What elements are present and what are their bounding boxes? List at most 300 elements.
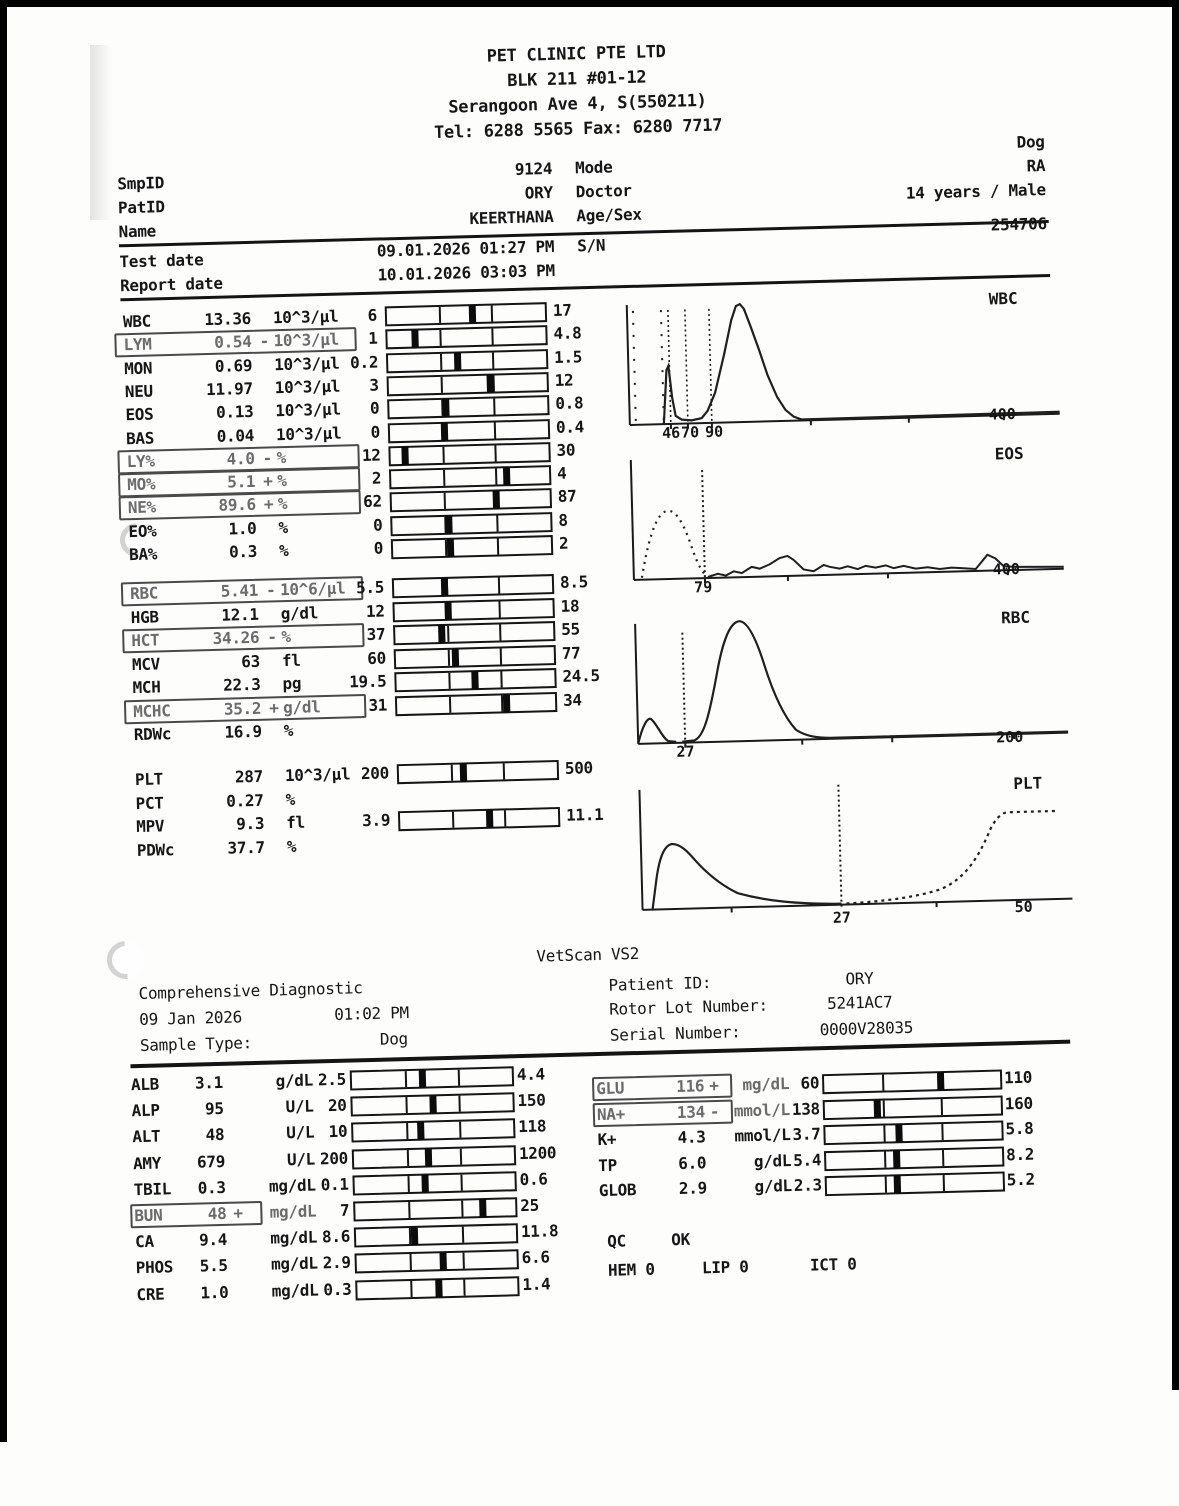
- lab-param-row: [134, 1195, 564, 1226]
- range-divider: [407, 1150, 409, 1166]
- range-low-label: 6: [317, 306, 378, 328]
- param-value: 0.3: [130, 1178, 225, 1200]
- chemistry-right-table: [596, 1068, 1029, 1214]
- serial-number-label: Serial Number:: [610, 1022, 741, 1045]
- reference-range-bar: [385, 302, 547, 326]
- reference-range-bar: [398, 807, 560, 831]
- param-name: NA+: [597, 1104, 626, 1125]
- range-low-label: 12: [320, 445, 381, 467]
- range-low-label: 8.6: [290, 1227, 351, 1249]
- range-high-label: 87: [557, 487, 576, 507]
- range-divider: [439, 330, 441, 346]
- param-value: 0.69: [157, 355, 252, 377]
- param-unit: g/dl: [283, 697, 321, 718]
- range-divider: [458, 1096, 460, 1112]
- param-unit: U/L: [229, 1123, 314, 1145]
- param-flag: -: [267, 627, 277, 647]
- range-high-label: 1.5: [554, 347, 583, 368]
- range-divider: [439, 307, 441, 323]
- reference-range-bar: [350, 1092, 514, 1116]
- range-high-label: 34: [563, 690, 582, 710]
- reference-range-bar: [385, 325, 547, 349]
- range-low-label: 60: [326, 648, 387, 670]
- param-unit: 10^3/µl: [273, 307, 339, 329]
- range-low-label: 31: [327, 695, 388, 717]
- range-divider: [461, 1227, 463, 1243]
- param-name: GLOB: [599, 1180, 637, 1201]
- param-unit: %: [278, 518, 288, 538]
- param-name: K+: [597, 1130, 616, 1150]
- param-value: 0.13: [158, 402, 253, 424]
- param-value: 37.7: [170, 837, 265, 859]
- histogram-plt: [633, 770, 1079, 924]
- reference-range-bar: [390, 488, 552, 512]
- rotor-lot-label: Rotor Lot Number:: [609, 996, 768, 1020]
- value-marker: [445, 515, 452, 533]
- range-low-label: 1: [317, 329, 378, 351]
- patient-id-label: Patient ID:: [608, 973, 711, 996]
- param-unit: fl: [282, 650, 301, 670]
- value-marker: [411, 1227, 418, 1245]
- param-name: MCH: [132, 677, 161, 698]
- param-flag: +: [233, 1203, 243, 1223]
- range-divider: [405, 1097, 407, 1113]
- value-marker: [937, 1072, 944, 1090]
- value-marker: [441, 422, 448, 440]
- reference-range-bar: [822, 1069, 1002, 1094]
- range-high-label: 18: [560, 596, 579, 616]
- vetscan-time: 01:02 PM: [334, 1003, 409, 1025]
- range-low-label: 5.5: [324, 577, 385, 599]
- param-value: 48: [131, 1204, 226, 1226]
- range-low-label: 2.9: [290, 1253, 351, 1275]
- lab-param-row: [599, 1170, 1029, 1201]
- range-divider: [459, 1148, 461, 1164]
- range-high-label: 0.6: [519, 1169, 548, 1190]
- param-flag: +: [709, 1076, 719, 1096]
- param-value: 13.36: [156, 309, 251, 331]
- smpid-value: 9124: [332, 159, 552, 185]
- range-divider: [494, 422, 496, 438]
- param-unit: g/dL: [706, 1151, 791, 1173]
- clinic-address-2: Serangoon Ave 4, S(550211): [327, 88, 827, 121]
- param-name: MCV: [132, 654, 161, 675]
- reference-range-bar: [354, 1250, 518, 1274]
- param-value: 34.26: [164, 628, 259, 650]
- param-value: 11.97: [158, 379, 253, 401]
- value-marker: [429, 1095, 436, 1113]
- scan-edge-right: [1172, 0, 1179, 1390]
- param-name: RBC: [130, 583, 159, 604]
- range-low-label: 62: [322, 492, 383, 514]
- param-name: MO%: [127, 475, 156, 496]
- range-divider: [443, 447, 445, 463]
- qc-label: QC: [607, 1231, 626, 1251]
- range-low-label: 0: [319, 399, 380, 421]
- range-high-label: 5.8: [1005, 1119, 1034, 1140]
- range-divider: [493, 399, 495, 415]
- param-flag: -: [266, 580, 276, 600]
- param-name: MON: [124, 358, 153, 379]
- range-high-label: 77: [562, 643, 581, 663]
- rotor-lot-value: 5241AC7: [827, 992, 893, 1014]
- param-name: WBC: [123, 312, 152, 333]
- param-value: 6.0: [611, 1153, 706, 1175]
- range-high-label: 24.5: [562, 666, 600, 687]
- param-name: LY%: [126, 451, 155, 472]
- range-divider: [448, 649, 450, 665]
- range-divider: [495, 469, 497, 485]
- reference-range-bar: [824, 1146, 1004, 1171]
- smpid-label: SmpID: [117, 173, 164, 194]
- value-marker: [503, 467, 510, 485]
- range-high-label: 55: [561, 619, 580, 639]
- value-marker: [438, 625, 445, 643]
- param-value: 2.9: [612, 1179, 707, 1201]
- chemistry-left-table: [131, 1064, 567, 1315]
- rbc-indices-table: [130, 572, 614, 750]
- range-high-label: 0.4: [556, 417, 585, 438]
- param-unit: %: [285, 789, 295, 809]
- param-name: BUN: [134, 1206, 163, 1227]
- param-name: TBIL: [133, 1179, 171, 1200]
- value-marker: [435, 1279, 442, 1297]
- value-marker: [503, 694, 510, 712]
- range-divider: [941, 1099, 943, 1115]
- range-high-label: 8.2: [1006, 1144, 1035, 1165]
- reference-range-bar: [395, 692, 557, 716]
- patient-name-label: Name: [118, 221, 156, 242]
- eos-tick-400: 400: [993, 560, 1021, 579]
- lab-param-row: [131, 1064, 561, 1095]
- reference-range-bar: [354, 1223, 518, 1247]
- param-value: 0.27: [168, 790, 263, 812]
- histogram-title: WBC: [988, 289, 1017, 309]
- sn-value: 254706: [917, 214, 1047, 237]
- reference-range-bar: [387, 372, 549, 396]
- agesex-value: 14 years / Male: [846, 180, 1046, 205]
- vetscan-title: VetScan VS2: [448, 942, 728, 969]
- platelet-table: [135, 758, 617, 866]
- param-name: ALB: [131, 1075, 160, 1096]
- range-divider: [441, 377, 443, 393]
- lab-param-row: [136, 1274, 566, 1305]
- param-name: LYM: [123, 335, 152, 356]
- histogram-eos: [625, 441, 1071, 595]
- range-high-label: 150: [517, 1091, 546, 1112]
- cbc-differential-table: [123, 300, 610, 574]
- param-value: 287: [168, 767, 263, 789]
- range-high-label: 118: [518, 1117, 547, 1138]
- param-unit: mg/dL: [233, 1280, 318, 1302]
- range-high-label: 17: [553, 300, 572, 320]
- param-value: 116: [609, 1076, 704, 1098]
- param-flag: +: [264, 495, 274, 515]
- param-value: 16.9: [167, 722, 262, 744]
- plt-histogram-plot: [633, 770, 1079, 930]
- value-marker: [493, 491, 500, 509]
- param-value: 4.3: [610, 1127, 705, 1149]
- param-unit: pg: [282, 674, 301, 694]
- histogram-title: RBC: [1001, 608, 1030, 628]
- plt-tick-27: 27: [833, 908, 852, 926]
- sample-type-label: Sample Type:: [140, 1033, 252, 1056]
- param-unit: %: [277, 471, 287, 491]
- range-high-label: 8: [558, 510, 568, 530]
- range-divider: [457, 1070, 459, 1086]
- value-marker: [487, 374, 494, 392]
- param-unit: mg/dL: [233, 1254, 318, 1276]
- range-high-label: 1200: [519, 1143, 557, 1164]
- patid-label: PatID: [118, 197, 165, 218]
- param-unit: mg/dL: [232, 1228, 317, 1250]
- reference-range-bar: [823, 1095, 1003, 1120]
- value-marker: [417, 1122, 424, 1140]
- param-value: 4.0: [159, 449, 254, 471]
- range-high-label: 2: [559, 534, 569, 554]
- param-name: PCT: [135, 793, 164, 814]
- param-value: 48: [129, 1125, 224, 1147]
- range-low-label: 2.5: [286, 1070, 347, 1092]
- param-unit: 10^3/µl: [275, 400, 341, 422]
- reference-range-bar: [394, 645, 556, 669]
- range-high-label: 4.8: [553, 324, 582, 345]
- range-divider: [492, 352, 494, 368]
- value-marker: [444, 601, 451, 619]
- range-high-label: 0.8: [555, 393, 584, 414]
- doctor-label: Doctor: [576, 181, 633, 202]
- range-divider: [500, 648, 502, 664]
- param-unit: %: [276, 448, 286, 468]
- param-value: 679: [130, 1151, 225, 1173]
- value-marker: [401, 447, 408, 465]
- param-unit: U/L: [228, 1097, 313, 1119]
- param-unit: g/dL: [707, 1176, 792, 1198]
- param-unit: mg/dL: [231, 1201, 316, 1223]
- range-divider: [941, 1124, 943, 1140]
- range-divider: [449, 696, 451, 712]
- range-divider: [492, 329, 494, 345]
- reference-range-bar: [386, 349, 548, 373]
- reference-range-bar: [394, 668, 556, 692]
- wbc-tick-400: 400: [988, 405, 1016, 424]
- range-high-label: 12: [554, 370, 573, 390]
- range-divider: [882, 1075, 884, 1091]
- range-high-label: 8.5: [560, 572, 589, 593]
- range-divider: [499, 601, 501, 617]
- reference-range-bar: [387, 395, 549, 419]
- param-flag: +: [269, 698, 279, 718]
- range-low-label: 10: [287, 1122, 348, 1144]
- reference-range-bar: [389, 465, 551, 489]
- histogram-title: EOS: [995, 444, 1024, 464]
- param-flag: -: [259, 332, 269, 352]
- wbc-tick-70: 70: [681, 423, 700, 441]
- param-unit: 10^3/µl: [285, 764, 351, 786]
- param-name: RDWc: [134, 724, 172, 745]
- range-low-label: 0: [323, 539, 384, 561]
- param-value: 9.4: [132, 1230, 227, 1252]
- patient-name-value: KEERTHANA: [333, 207, 553, 233]
- range-high-label: 6.6: [521, 1248, 550, 1269]
- serial-number-value: 0000V28035: [820, 1018, 914, 1040]
- agesex-label: Age/Sex: [576, 205, 642, 227]
- lab-param-row: [132, 1116, 562, 1147]
- qc-ict: ICT 0: [810, 1254, 857, 1275]
- param-unit: %: [284, 721, 294, 741]
- range-divider: [503, 763, 505, 779]
- param-unit: %: [278, 494, 288, 514]
- param-name: PLT: [135, 769, 164, 790]
- reference-range-bar: [350, 1066, 514, 1090]
- qc-value: OK: [671, 1230, 690, 1250]
- patient-id-value: ORY: [783, 969, 873, 991]
- value-marker: [471, 671, 478, 689]
- param-name: MCHC: [133, 701, 171, 722]
- range-divider: [451, 765, 453, 781]
- reference-range-bar: [390, 512, 552, 536]
- range-divider: [443, 470, 445, 486]
- param-value: 22.3: [165, 675, 260, 697]
- param-name: EO%: [128, 521, 157, 542]
- range-high-label: 500: [565, 758, 594, 779]
- reference-range-bar: [355, 1276, 519, 1300]
- param-value: 95: [128, 1099, 223, 1121]
- param-unit: 10^3/µl: [276, 423, 342, 445]
- range-divider: [408, 1202, 410, 1218]
- testdate-label: Test date: [119, 250, 203, 272]
- range-low-label: 5.4: [761, 1150, 822, 1172]
- range-divider: [501, 671, 503, 687]
- range-high-label: 25: [520, 1196, 539, 1216]
- reportdate-label: Report date: [120, 274, 223, 297]
- reference-range-bar: [388, 419, 550, 443]
- param-value: 89.6: [161, 495, 256, 517]
- range-high-label: 11.1: [566, 805, 604, 826]
- range-divider: [883, 1100, 885, 1116]
- value-marker: [454, 352, 461, 370]
- param-value: 5.41: [163, 581, 258, 603]
- range-low-label: 0.1: [288, 1174, 349, 1196]
- clinic-phone: Tel: 6288 5565 Fax: 6280 7717: [328, 113, 828, 146]
- range-high-label: 160: [1005, 1093, 1034, 1114]
- range-divider: [885, 1177, 887, 1193]
- range-high-label: 30: [556, 440, 575, 460]
- testdate-value: 09.01.2026 01:27 PM: [334, 237, 554, 263]
- reference-range-bar: [353, 1197, 517, 1221]
- histogram-wbc: [621, 286, 1067, 440]
- lab-param-row: [131, 1090, 561, 1121]
- range-divider: [495, 445, 497, 461]
- param-unit: fl: [286, 813, 305, 833]
- param-value: 0.54: [156, 332, 251, 354]
- divider-rule: [130, 1040, 1070, 1069]
- param-name: PDWc: [137, 840, 175, 861]
- vetscan-date: 09 Jan 2026: [139, 1007, 242, 1030]
- value-marker: [486, 810, 493, 828]
- range-low-label: 0: [322, 515, 383, 537]
- param-unit: mg/dL: [230, 1175, 315, 1197]
- range-low-label: 2.3: [762, 1176, 823, 1198]
- param-value: 134: [610, 1102, 705, 1124]
- range-divider: [499, 624, 501, 640]
- range-divider: [462, 1253, 464, 1269]
- range-divider: [883, 1126, 885, 1142]
- qc-lip: LIP 0: [702, 1257, 749, 1278]
- param-name: HGB: [130, 607, 159, 628]
- range-divider: [463, 1279, 465, 1295]
- range-high-label: 4.4: [517, 1064, 546, 1085]
- range-divider: [448, 673, 450, 689]
- param-flag: -: [710, 1101, 720, 1121]
- param-unit: mg/dL: [704, 1074, 789, 1096]
- range-low-label: 0.2: [318, 352, 379, 374]
- param-unit: %: [287, 836, 297, 856]
- param-value: 1.0: [161, 519, 256, 541]
- range-divider: [884, 1151, 886, 1167]
- value-marker: [893, 1150, 900, 1168]
- param-name: AMY: [133, 1153, 162, 1174]
- clinic-address-1: BLK 211 #01-12: [327, 63, 827, 96]
- param-value: 9.3: [169, 814, 264, 836]
- range-high-label: 11.8: [521, 1221, 559, 1242]
- param-unit: g/dl: [280, 603, 318, 624]
- mode-value: Dog: [914, 132, 1044, 155]
- param-name: ALP: [131, 1101, 160, 1122]
- value-marker: [439, 1252, 446, 1270]
- param-name: BA%: [129, 544, 158, 565]
- param-name: GLU: [596, 1078, 625, 1099]
- doctor-value: RA: [915, 156, 1045, 179]
- range-divider: [942, 1150, 944, 1166]
- param-unit: 10^3/µl: [274, 353, 340, 375]
- range-divider: [461, 1201, 463, 1217]
- range-low-label: 7: [289, 1201, 350, 1223]
- param-name: EOS: [125, 405, 154, 426]
- param-name: ALT: [132, 1127, 161, 1148]
- param-unit: %: [279, 541, 289, 561]
- reference-range-bar: [823, 1121, 1003, 1146]
- wbc-tick-46: 46: [662, 424, 681, 442]
- range-low-label: 3: [319, 375, 380, 397]
- eos-tick-79: 79: [694, 578, 713, 596]
- range-high-label: 5.2: [1007, 1170, 1036, 1191]
- range-low-label: 20: [286, 1096, 347, 1118]
- patid-value: ORY: [333, 183, 553, 209]
- value-marker: [441, 578, 448, 596]
- range-high-label: 1.4: [522, 1274, 551, 1295]
- value-marker: [894, 1176, 901, 1194]
- sn-label: S/N: [577, 236, 606, 257]
- reference-range-bar: [388, 442, 550, 466]
- param-flag: -: [262, 448, 272, 468]
- lab-param-row: [133, 1143, 563, 1174]
- range-divider: [406, 1123, 408, 1139]
- param-value: 0.3: [162, 542, 257, 564]
- param-name: TP: [598, 1155, 617, 1175]
- rbc-tick-200: 200: [996, 728, 1024, 747]
- range-low-label: 3.7: [760, 1124, 821, 1146]
- value-marker: [452, 648, 459, 666]
- range-divider: [440, 353, 442, 369]
- reference-range-bar: [393, 621, 555, 645]
- value-marker: [411, 330, 418, 348]
- param-value: 35.2: [166, 698, 261, 720]
- range-low-label: 19.5: [326, 671, 387, 693]
- range-divider: [447, 626, 449, 642]
- reference-range-bar: [352, 1171, 516, 1195]
- value-marker: [895, 1124, 902, 1142]
